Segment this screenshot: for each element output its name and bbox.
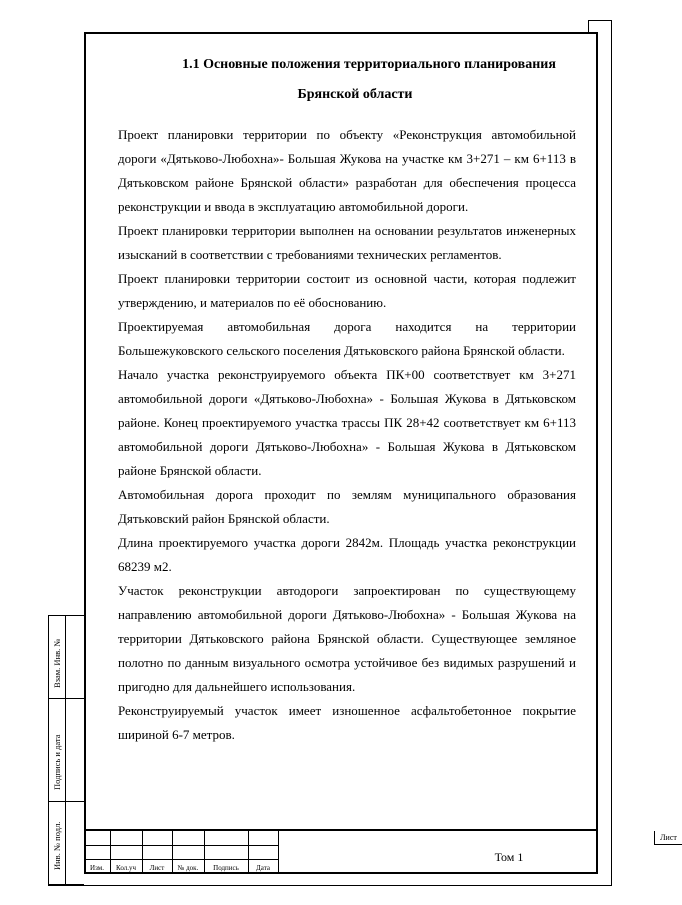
stamp-label-doc: № док.: [177, 864, 199, 872]
sheet-label: Лист: [654, 831, 682, 845]
side-strip-divider: [49, 801, 85, 802]
paragraph: Проект планировки территории выполнен на основании результатов инженерных изысканий в соответствии с требованиями технических регламентов.: [118, 223, 576, 262]
side-strip-label-replace: Взам. Инв. №: [52, 638, 62, 688]
outer-right-border: [611, 20, 612, 886]
stamp-label-list: Лист: [149, 864, 165, 872]
side-strip-label-signature: Подпись и дата: [52, 734, 62, 790]
document-body: [118, 123, 576, 747]
stamp-col-line: [278, 831, 279, 874]
paragraph: Проект планировки территории состоит из основной части, которая подлежит утверждению, и материалов по её обоснованию.: [118, 271, 576, 310]
paragraph: Проект планировки территории по объекту «Реконструкция автомобильной дороги «Дятьково-Любохна»- Большая Жукова на участке км 3+271 – км 6+113 в Дятьковском районе Брянской области» разработан для обеспечения процесса реконструкции и ввода в эксплуатацию автомобильной дороги.: [118, 127, 576, 214]
title-block: [84, 829, 677, 874]
section-title: [84, 50, 598, 110]
paragraph: Начало участка реконструируемого объекта ПК+00 соответствует км 3+271 автомобильной дороги «Дятьково-Любохна» - Большая Жукова в Дятьковском районе. Конец проектируемого участка трассы ПК 28+42 соответствует км 6+113 автомобильной дороги Дятьково-Любохна» - Большая Жукова в Дятьковском районе Брянской области.: [118, 367, 576, 478]
stamp-label-kol: Кол.уч: [116, 864, 136, 872]
side-strip-label-inventory: Инв. № подл.: [52, 821, 62, 870]
paragraph: Автомобильная дорога проходит по землям муниципального образования Дятьковский район Брянской области.: [118, 487, 576, 526]
outer-bottom-border: [48, 885, 612, 886]
paragraph: Участок реконструкции автодороги запроектирован по существующему направлению автомобильной дороги Дятьково-Любохна» - Большая Жукова на территории Дятьковского района Брянской области. Существующее земляное полотно по данным визуального осмотра устойчивое без видимых разрушений и пригодно для дальнейшего использования.: [118, 583, 576, 694]
corner-box: [588, 20, 612, 34]
paragraph: Проектируемая автомобильная дорога находится на территории Большежуковского сельского поселения Дятьковского района Брянской области.: [118, 319, 576, 358]
paragraph: Реконструируемый участок имеет изношенное асфальтобетонное покрытие шириной 6-7 метров.: [118, 703, 576, 742]
volume-label: Том 1: [494, 850, 524, 864]
stamp-label-date: Дата: [256, 864, 270, 872]
stamp-label-sign: Подпись: [213, 864, 239, 872]
section-title-line-2: Брянской области: [297, 87, 413, 102]
side-strip-divider: [49, 698, 85, 699]
stamp-label-izm: Изм.: [90, 864, 104, 872]
section-title-line-1: 1.1 Основные положения территориального планирования: [182, 57, 556, 72]
paragraph: Длина проектируемого участка дороги 2842м. Площадь участка реконструкции 68239 м2.: [118, 535, 576, 574]
